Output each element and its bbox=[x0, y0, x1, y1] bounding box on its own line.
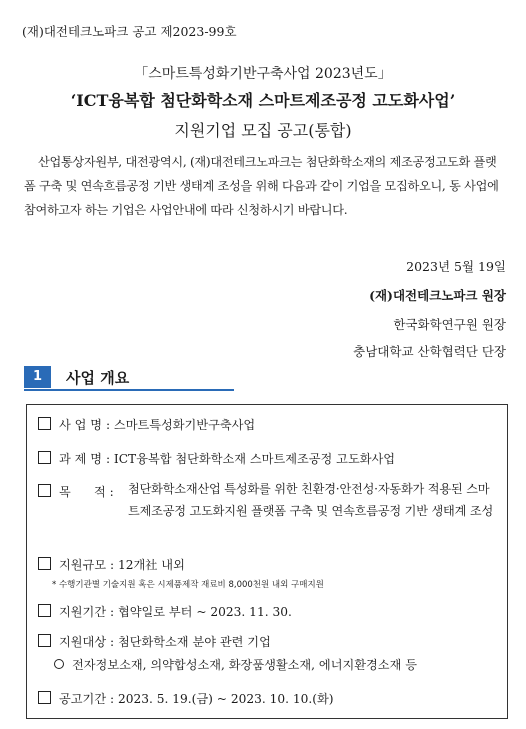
intro-paragraph: 산업통상자원부, 대전광역시, (재)대전테크노파크는 첨단화학소재의 제조공정고도화 플랫폼 구축 및 연속흐름공정 기반 생태계 조성을 위해 다음과 같이 기업을 모집하오니, 동 사업에 참여하고자 하는 기업은 사업안내에 따라 신청하시기 바랍니다. bbox=[24, 155, 499, 217]
title-line-2: ‘ICT융복합 첨단화학소재 스마트제조공정 고도화사업’ bbox=[70, 91, 456, 110]
org-cnu: 충남대학교 산학협력단 단장 bbox=[353, 344, 506, 359]
section-underline bbox=[24, 389, 234, 391]
checkbox-icon bbox=[38, 451, 51, 464]
checkbox-icon bbox=[38, 604, 51, 617]
item-notice-period: 공고기간 : 2023. 5. 19.(금) ~ 2023. 10. 10.(화) bbox=[38, 690, 334, 707]
item-period: 지원기간 : 협약일로 부터 ~ 2023. 11. 30. bbox=[38, 603, 292, 620]
checkbox-icon bbox=[38, 557, 51, 570]
section-title: 사업 개요 bbox=[66, 369, 130, 387]
checkbox-icon bbox=[38, 634, 51, 647]
section-number-badge: 1 bbox=[24, 366, 51, 388]
title-line-3: 지원기업 모집 공고(통합) bbox=[174, 121, 352, 140]
org-krict: 한국화학연구원 원장 bbox=[393, 317, 506, 332]
title-line-1: 「스마트특성화기반구축사업 2023년도」 bbox=[134, 66, 392, 82]
org-daejeon-tp: (재)대전테크노파크 원장 bbox=[369, 288, 506, 303]
circle-bullet-icon bbox=[54, 659, 64, 669]
item-purpose-text: 첨단화학소재산업 특성화를 위한 친환경·안전성·자동화가 적용된 스마트제조공정 고도화지원 플랫폼 구축 및 연속흐름공정 기반 생태계 조성 bbox=[128, 482, 494, 518]
checkbox-icon bbox=[38, 417, 51, 430]
item-target-sub: 전자정보소재, 의약합성소재, 화장품생활소재, 에너지환경소재 등 bbox=[54, 656, 417, 673]
item-task-name: 과 제 명 : ICT융복합 첨단화학소재 스마트제조공정 고도화사업 bbox=[38, 450, 395, 467]
item-target: 지원대상 : 첨단화학소재 분야 관련 기업 bbox=[38, 633, 271, 650]
checkbox-icon bbox=[38, 484, 51, 497]
item-business-name: 사 업 명 : 스마트특성화기반구축사업 bbox=[38, 416, 255, 433]
item-scale: 지원규모 : 12개社 내외 bbox=[38, 556, 185, 573]
item-scale-note: * 수행기관별 기술지원 혹은 시제품제작 재료비 8,000천원 내외 구매지원 bbox=[52, 580, 324, 590]
checkbox-icon bbox=[38, 691, 51, 704]
item-purpose-label: 목 적 : bbox=[38, 483, 114, 500]
announcement-date: 2023년 5월 19일 bbox=[406, 259, 506, 274]
notice-number: (재)대전테크노파크 공고 제2023-99호 bbox=[22, 24, 237, 39]
